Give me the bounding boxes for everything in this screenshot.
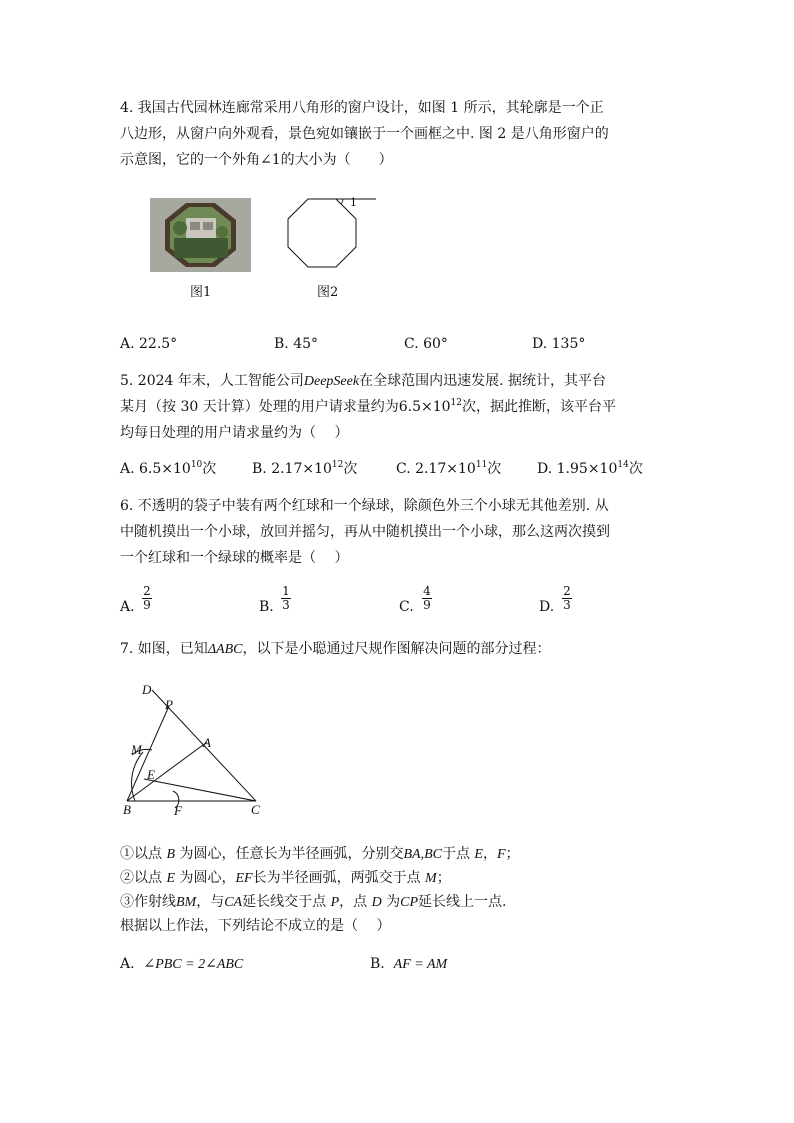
q7-option-b: B. AF = AM — [370, 956, 448, 972]
label-b: B — [123, 802, 131, 817]
q7-step-1: ①以点 B 为圆心，任意长为半径画弧，分别交BA,BC于点 E，F； — [120, 846, 520, 862]
q6-option-b-letter: B. — [259, 599, 274, 615]
q5-option-d: D. $1.95\times 10^{14}$次 — [537, 460, 643, 477]
q6-line-2: 中随机摸出一个小球，放回并摇匀，再从中随机摸出一个小球，那么这两次摸到 — [120, 524, 610, 540]
q7-line-1: 7. 如图，已知ΔABC，以下是小聪通过尺规作图解决问题的部分过程： — [120, 641, 551, 657]
label-c: C — [251, 802, 260, 817]
q5-option-b: B. $2.17\times 10^{12}$次 — [252, 460, 358, 477]
q6-option-a-letter: A. — [120, 599, 135, 615]
q6-line-3: 一个红球和一个绿球的概率是（ ） — [120, 550, 349, 566]
figure-1-caption: 图1 — [190, 285, 212, 300]
q6-option-d-letter: D. — [539, 599, 555, 615]
label-m: M — [131, 742, 142, 757]
label-e: E — [147, 767, 155, 782]
q7-option-a: A. ∠PBC = 2∠ABC — [120, 956, 244, 972]
q5-line-1: 5. 2024 年末，人工智能公司DeepSeek在全球范围内迅速发展. 据统计，其平台 — [120, 373, 606, 389]
q6-option-c-letter: C. — [399, 599, 414, 615]
label-d: D — [142, 682, 152, 697]
q5-line-3: 均每日处理的用户请求量约为（ ） — [120, 425, 349, 441]
label-a: A — [203, 735, 211, 750]
q5-line-2: 某月（按 30 天计算）处理的用户请求量约为$6.5\times 10^{12}$次，据此推断，该平台平 — [120, 398, 616, 415]
label-f: F — [174, 803, 182, 818]
figure-2-caption: 图2 — [317, 285, 339, 300]
label-p: P — [165, 697, 173, 712]
q6-option-b-fraction: 1 3 — [282, 584, 290, 612]
octagon-diagram — [278, 192, 380, 276]
q6-option-a-fraction: 2 9 — [143, 584, 151, 612]
q4-option-d: D. 135° — [532, 336, 586, 352]
q6-line-1: 6. 不透明的袋子中装有两个红球和一个绿球，除颜色外三个小球无其他差别. 从 — [120, 498, 609, 514]
company-name: DeepSeek — [303, 374, 360, 389]
q4-line-2: 八边形，从窗户向外观看，景色宛如镶嵌于一个画框之中. 图 2 是八角形窗户的 — [120, 126, 609, 142]
q7-conclusion-line: 根据以上作法，下列结论不成立的是（ ） — [120, 918, 391, 934]
window-photo — [150, 198, 251, 272]
triangle-abc: ΔABC — [207, 642, 243, 657]
q4-option-b: B. 45° — [274, 336, 319, 352]
geometry-figure — [120, 680, 270, 820]
q4-line-1: 4. 我国古代园林连廊常采用八角形的窗户设计，如图 1 所示，其轮廓是一个正 — [120, 100, 604, 116]
q6-option-d-fraction: 2 3 — [563, 584, 571, 612]
q5-option-a: A. $6.5\times 10^{10}$次 — [120, 460, 217, 477]
q4-option-c: C. 60° — [404, 336, 448, 352]
angle-1-label: 1 — [350, 196, 357, 209]
q4-line-3: 示意图，它的一个外角∠1的大小为（ ） — [120, 152, 393, 168]
q4-option-a: A. 22.5° — [120, 336, 178, 352]
q7-step-2: ②以点 E 为圆心，EF长为半径画弧，两弧交于点 M； — [120, 870, 451, 886]
q7-step-3: ③作射线BM，与CA延长线交于点 P，点 D 为CP延长线上一点. — [120, 894, 507, 910]
q6-option-c-fraction: 4 9 — [423, 584, 431, 612]
q5-option-c: C. $2.17\times 10^{11}$次 — [396, 460, 502, 477]
